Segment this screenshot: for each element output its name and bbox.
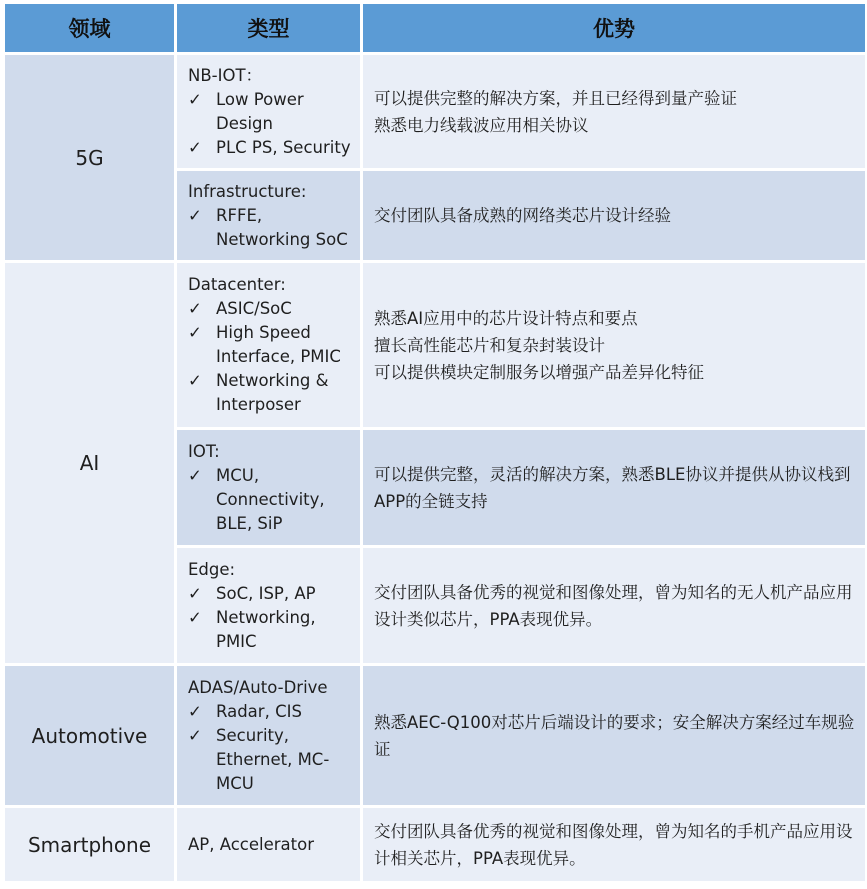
list-item-text: Networking, PMIC bbox=[216, 607, 316, 651]
type-heading: Datacenter: bbox=[188, 275, 286, 294]
type-list bbox=[188, 582, 352, 654]
header-advantage: 优势 bbox=[362, 3, 867, 54]
check-icon: ✓ bbox=[188, 89, 202, 109]
check-icon: ✓ bbox=[188, 299, 202, 318]
list-item bbox=[188, 464, 352, 536]
list-item bbox=[188, 606, 352, 654]
type-cell-edge bbox=[176, 547, 362, 665]
check-icon: ✓ bbox=[188, 205, 202, 225]
advantage-cell-nbiot bbox=[362, 54, 867, 170]
check-icon: ✓ bbox=[188, 583, 202, 603]
header-domain: 领域 bbox=[4, 3, 176, 54]
advantage-cell-adas bbox=[362, 665, 867, 807]
type-list bbox=[188, 297, 352, 417]
advantage-line: 可以提供完整的解决方案，并且已经得到量产验证 bbox=[374, 88, 737, 108]
advantage-line: 可以提供完整，灵活的解决方案，熟悉BLE协议并提供从协议栈到APP的全链支持 bbox=[374, 464, 851, 511]
domain-cell-5g: 5G bbox=[4, 54, 176, 262]
type-heading: ADAS/Auto-Drive bbox=[188, 677, 328, 697]
list-item bbox=[188, 136, 352, 160]
advantage-cell-datacenter bbox=[362, 262, 867, 429]
check-icon: ✓ bbox=[188, 701, 202, 721]
type-list bbox=[188, 700, 352, 796]
type-list bbox=[188, 204, 352, 252]
advantage-cell-edge bbox=[362, 547, 867, 665]
check-icon: ✓ bbox=[188, 371, 202, 390]
advantage-cell-ap bbox=[362, 807, 867, 883]
list-item bbox=[188, 297, 352, 321]
list-item-text: Security, Ethernet, MC-MCU bbox=[216, 725, 330, 793]
type-list bbox=[188, 88, 352, 160]
type-cell-iot bbox=[176, 429, 362, 547]
list-item-text: MCU, Connectivity, BLE, SiP bbox=[216, 465, 325, 533]
list-item-text: PLC PS, Security bbox=[216, 137, 351, 157]
check-icon: ✓ bbox=[188, 725, 202, 745]
type-list bbox=[188, 464, 352, 536]
list-item-text: Networking & Interposer bbox=[216, 371, 329, 414]
check-icon: ✓ bbox=[188, 607, 202, 627]
domain-cell-smartphone: Smartphone bbox=[4, 807, 176, 883]
capability-table bbox=[2, 1, 867, 884]
check-icon: ✓ bbox=[188, 465, 202, 485]
advantage-cell-iot bbox=[362, 429, 867, 547]
list-item-text: SoC, ISP, AP bbox=[216, 583, 316, 603]
table-row bbox=[4, 665, 867, 807]
type-heading: Infrastructure: bbox=[188, 181, 307, 201]
type-heading: IOT: bbox=[188, 441, 220, 461]
check-icon: ✓ bbox=[188, 137, 202, 157]
type-cell-nbiot bbox=[176, 54, 362, 170]
list-item-text: ASIC/SoC bbox=[216, 299, 292, 318]
list-item bbox=[188, 369, 352, 417]
type-cell-datacenter bbox=[176, 262, 362, 429]
advantage-line: 擅长高性能芯片和复杂封装设计 bbox=[374, 335, 605, 355]
list-item-text: RFFE, Networking SoC bbox=[216, 205, 348, 249]
check-icon: ✓ bbox=[188, 323, 202, 342]
type-heading: Edge: bbox=[188, 559, 236, 579]
list-item bbox=[188, 88, 352, 136]
table-row bbox=[4, 807, 867, 883]
table-row bbox=[4, 54, 867, 170]
header-type: 类型 bbox=[176, 3, 362, 54]
domain-cell-automotive: Automotive bbox=[4, 665, 176, 807]
list-item-text: Low Power Design bbox=[216, 89, 304, 133]
list-item-text: Radar, CIS bbox=[216, 701, 302, 721]
table-row bbox=[4, 262, 867, 429]
type-cell-infrastructure bbox=[176, 170, 362, 262]
advantage-line: 交付团队具备优秀的视觉和图像处理，曾为知名的无人机产品应用设计类似芯片，PPA表现优异。 bbox=[374, 582, 853, 629]
advantage-line: 熟悉AEC-Q100对芯片后端设计的要求；安全解决方案经过车规验证 bbox=[374, 712, 855, 759]
advantage-cell-infrastructure bbox=[362, 170, 867, 262]
list-item bbox=[188, 321, 352, 369]
advantage-line: 交付团队具备优秀的视觉和图像处理，曾为知名的手机产品应用设计相关芯片，PPA表现优异。 bbox=[374, 821, 853, 868]
domain-cell-ai: AI bbox=[4, 262, 176, 665]
header-row bbox=[4, 3, 867, 54]
advantage-line: 交付团队具备成熟的网络类芯片设计经验 bbox=[374, 206, 671, 225]
list-item-text: High Speed Interface, PMIC bbox=[216, 323, 341, 366]
type-heading: NB-IOT： bbox=[188, 65, 263, 85]
list-item bbox=[188, 700, 352, 724]
list-item bbox=[188, 724, 352, 796]
advantage-line: 熟悉AI应用中的芯片设计特点和要点 bbox=[374, 308, 638, 328]
advantage-line: 可以提供模块定制服务以增强产品差异化特征 bbox=[374, 362, 704, 382]
advantage-line: 熟悉电力线载波应用相关协议 bbox=[374, 115, 589, 135]
type-heading: AP, Accelerator bbox=[188, 834, 314, 854]
type-cell-adas bbox=[176, 665, 362, 807]
list-item bbox=[188, 204, 352, 252]
list-item bbox=[188, 582, 352, 606]
type-cell-ap bbox=[176, 807, 362, 883]
